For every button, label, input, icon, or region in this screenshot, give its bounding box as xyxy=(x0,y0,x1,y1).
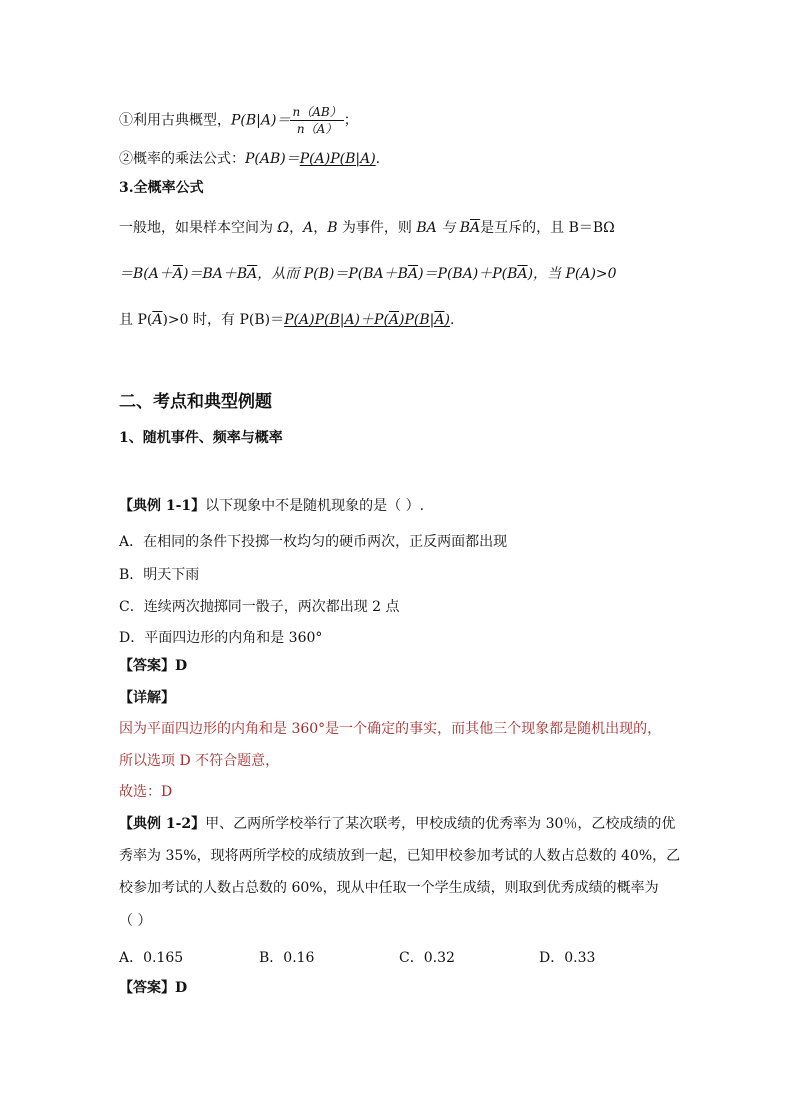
text-fragment: )>0 时，有 P(B)＝ xyxy=(162,312,285,328)
text-fragment: 为事件，则 xyxy=(337,220,417,236)
text-fragment: )＝P(BA)＋P(B xyxy=(418,266,518,282)
text-fragment: 与 B xyxy=(436,220,470,236)
text-fragment: )＝BA＋B xyxy=(183,266,248,282)
text-fragment: ＝B(A＋ xyxy=(119,266,173,282)
text-fragment: 一般地，如果样本空间为 xyxy=(119,220,278,236)
example-label: 【典例 1-1】 xyxy=(119,498,206,514)
option-c: C．0.32 xyxy=(399,950,455,966)
question-text: 甲、乙两所学校举行了某次联考，甲校成绩的优秀率为 30％，乙校成绩的优 xyxy=(205,816,676,832)
complement-a: $\overline{A}$ xyxy=(172,266,183,282)
formula2-prefix: ②概率的乘法公式： xyxy=(119,151,245,167)
option-a: A．0.165 xyxy=(119,950,184,966)
text-fragment: P(A)P(B|A)＋P( xyxy=(284,312,389,328)
text-fragment: ) xyxy=(444,312,450,328)
formula1-denominator: n（A） xyxy=(296,122,338,136)
example-label: 【典例 1-2】 xyxy=(119,816,206,832)
text-fragment: 且 P( xyxy=(119,312,153,328)
formula1-numerator: n（AB） xyxy=(292,105,342,119)
complement-a: $\overline{A}$ xyxy=(470,220,481,236)
event-ba: BA xyxy=(416,220,437,236)
answer-label: 【答案】D xyxy=(119,658,188,674)
detail-line-1: 因为平面四边形的内角和是 360°是一个确定的事实，而其他三个现象都是随机出现的， xyxy=(119,721,662,737)
text-fragment: )，当 P(A)>0 xyxy=(527,266,617,282)
complement-a: A xyxy=(388,312,400,328)
complement-a: $\overline{A}$ xyxy=(152,312,163,328)
text-fragment: . xyxy=(449,312,455,328)
text-fragment: ， xyxy=(289,220,304,236)
complement-a: $\overline{A}$ xyxy=(247,266,258,282)
formula1-suffix: ； xyxy=(343,112,358,129)
complement-a: A xyxy=(434,312,445,328)
detail-label: 【详解】 xyxy=(119,690,175,706)
formula-multiplication-rule xyxy=(119,149,380,169)
text-fragment: 是互斥的，且 B＝BΩ xyxy=(480,220,615,236)
option-d: D．平面四边形的内角和是 360° xyxy=(119,630,323,646)
section-two-title: 二、考点和典型例题 xyxy=(119,392,272,412)
total-probability-rhs xyxy=(284,312,450,328)
option-c: C．连续两次抛掷同一骰子，两次都出现 2 点 xyxy=(119,599,400,615)
formula2-rhs: P(A)P(B|A) xyxy=(299,151,376,167)
question-text: 以下现象中不是随机现象的是（ ）. xyxy=(205,498,425,514)
text-fragment: ， xyxy=(313,220,328,236)
total-probability-line-3 xyxy=(119,310,454,330)
total-probability-line-1 xyxy=(119,218,615,238)
detail-line-2: 所以选项 D 不符合题意， xyxy=(119,753,280,769)
formula1-fraction xyxy=(290,104,343,137)
event-a: A xyxy=(303,220,314,236)
complement-a: $\overline{A}$ xyxy=(407,266,419,282)
example-1-2-line-2: 秀率为 35%，现将两所学校的成绩放到一起，已知甲校参加考试的人数占总数的 40%，乙 xyxy=(119,848,681,864)
formula1-lhs: P(B|A)＝ xyxy=(231,112,291,129)
option-b: B．明天下雨 xyxy=(119,567,200,583)
choose-line: 故选：D xyxy=(119,784,173,800)
example-1-1-question xyxy=(119,496,424,516)
option-a: A．在相同的条件下投掷一枚均匀的硬币两次，正反两面都出现 xyxy=(119,534,508,550)
example-1-2-line-1 xyxy=(119,814,675,834)
option-b: B．0.16 xyxy=(259,950,315,966)
text-fragment: )P(B| xyxy=(399,312,435,328)
example-1-2-line-4: （ ） xyxy=(119,913,152,929)
section-two-subtitle: 1、随机事件、频率与概率 xyxy=(119,430,283,446)
answer-label: 【答案】D xyxy=(119,980,188,996)
example-1-2-options xyxy=(119,948,595,968)
section3-title: 3.全概率公式 xyxy=(119,180,204,196)
option-d: D．0.33 xyxy=(539,950,596,966)
event-b: B xyxy=(327,220,338,236)
omega-symbol: Ω xyxy=(277,220,290,236)
formula2-suffix: . xyxy=(375,151,381,167)
text-fragment: ，从而 P(B)＝P(BA＋B xyxy=(257,266,408,282)
formula1-prefix: ①利用古典概型， xyxy=(119,112,231,129)
example-1-2-line-3: 校参加考试的人数占总数的 60%，现从中任取一个学生成绩，则取到优秀成绩的概率为 xyxy=(119,880,659,896)
total-probability-line-2 xyxy=(119,264,617,284)
formula-classical-probability xyxy=(119,104,358,137)
complement-a: $\overline{A}$ xyxy=(517,266,528,282)
formula2-lhs: P(AB)＝ xyxy=(245,151,300,167)
